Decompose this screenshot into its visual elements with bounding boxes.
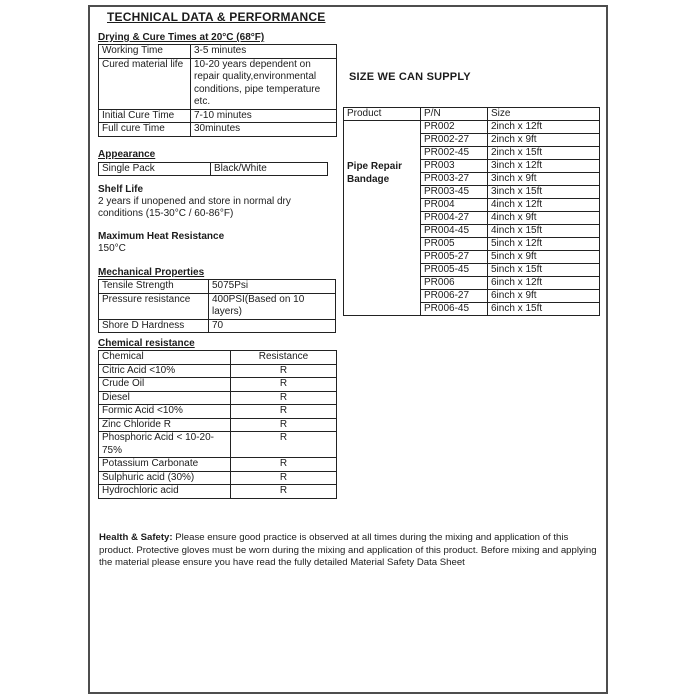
column-header-size: Size [491, 108, 511, 119]
size-supply-heading: SIZE WE CAN SUPPLY [349, 71, 471, 83]
property-label: Shore D Hardness [99, 319, 209, 333]
chemical-name: Diesel [99, 391, 231, 405]
chemical-name: Hydrochloric acid [99, 485, 231, 499]
table-row [421, 186, 599, 199]
mechanical-properties-table [98, 279, 336, 333]
property-label: Working Time [99, 45, 191, 59]
table-row [99, 45, 337, 59]
part-size: 4inch x 12ft [491, 199, 543, 210]
table-row [421, 303, 599, 315]
table-row [421, 173, 599, 186]
table-row [99, 418, 337, 432]
property-value: 30minutes [191, 123, 337, 137]
property-label: Tensile Strength [99, 280, 209, 294]
part-number: PR004 [421, 199, 488, 211]
part-size: 4inch x 15ft [491, 225, 543, 236]
part-number: PR005 [421, 238, 488, 250]
table-row [421, 199, 599, 212]
part-number: PR006-27 [421, 290, 488, 302]
table-row [421, 147, 599, 160]
part-number: PR004-45 [421, 225, 488, 237]
heat-resistance-value: 150°C [98, 243, 126, 254]
table-row [99, 485, 337, 499]
table-body [344, 121, 599, 315]
shelf-life-heading: Shelf Life [98, 184, 144, 195]
part-size: 2inch x 12ft [491, 121, 543, 132]
health-safety-text: Please ensure good practice is observed at all times during the mixing and application of this product. Protective gloves must be worn during the mixing and application of this product. Before mixing and applying the material please ensure you have read the fully detailed Material Safety Data Sheet [99, 532, 597, 568]
pack-type: Single Pack [99, 162, 211, 176]
part-number: PR004-27 [421, 212, 488, 224]
size-rows [421, 121, 599, 315]
table-row [99, 58, 337, 109]
product-name-cell: Pipe Repair Bandage [344, 121, 421, 315]
part-size: 3inch x 15ft [491, 186, 543, 197]
size-supply-table [343, 107, 600, 316]
right-column [343, 71, 605, 316]
resistance-rating: R [231, 364, 337, 378]
resistance-rating: R [231, 391, 337, 405]
property-label: Initial Cure Time [99, 109, 191, 123]
heat-resistance-heading: Maximum Heat Resistance [98, 231, 225, 242]
part-size: 5inch x 9ft [491, 251, 537, 262]
table-row [99, 109, 337, 123]
resistance-rating: R [231, 485, 337, 499]
property-value: 7-10 minutes [191, 109, 337, 123]
column-header-resistance: Resistance [231, 351, 337, 365]
page-title: TECHNICAL DATA & PERFORMANCE [107, 10, 326, 24]
drying-cure-heading: Drying & Cure Times at 20°C (68°F) [98, 32, 265, 43]
resistance-rating: R [231, 378, 337, 392]
chemical-name: Phosphoric Acid < 10-20-75% [99, 432, 231, 458]
table-row [421, 225, 599, 238]
property-value: 400PSI(Based on 10 layers) [209, 293, 336, 319]
resistance-rating: R [231, 418, 337, 432]
table-row [99, 162, 328, 176]
part-size: 2inch x 9ft [491, 134, 537, 145]
health-safety-label: Health & Safety: [99, 532, 173, 543]
table-row [99, 432, 337, 458]
table-header-row [344, 108, 599, 121]
table-row [421, 264, 599, 277]
part-size: 4inch x 9ft [491, 212, 537, 223]
table-row [99, 293, 336, 319]
appearance-heading: Appearance [98, 148, 156, 160]
table-row [99, 280, 336, 294]
property-label: Pressure resistance [99, 293, 209, 319]
part-number: PR005-45 [421, 264, 488, 276]
table-row [99, 405, 337, 419]
table-row [421, 160, 599, 173]
part-number: PR002-27 [421, 134, 488, 146]
left-column [98, 31, 337, 499]
drying-cure-table [98, 44, 337, 137]
table-row [421, 238, 599, 251]
part-number: PR003-45 [421, 186, 488, 198]
chemical-resistance-heading: Chemical resistance [98, 338, 195, 349]
property-value: 10-20 years dependent on repair quality,environmental conditions, pipe temperature etc. [191, 58, 337, 109]
shelf-life-text: 2 years if unopened and store in normal dry conditions (15-30°C / 60-86°F) [98, 196, 291, 219]
table-row [99, 319, 336, 333]
part-number: PR005-27 [421, 251, 488, 263]
part-size: 5inch x 15ft [491, 264, 543, 275]
part-size: 6inch x 12ft [491, 277, 543, 288]
mechanical-properties-heading: Mechanical Properties [98, 267, 205, 278]
column-header-product: Product [344, 108, 421, 120]
chemical-resistance-table [98, 350, 337, 499]
part-number: PR002 [421, 121, 488, 133]
table-row [421, 134, 599, 147]
part-size: 5inch x 12ft [491, 238, 543, 249]
chemical-name: Zinc Chloride R [99, 418, 231, 432]
table-row [421, 121, 599, 134]
part-size: 6inch x 15ft [491, 303, 543, 314]
pack-color: Black/White [211, 162, 328, 176]
chemical-name: Citric Acid <10% [99, 364, 231, 378]
part-number: PR003-27 [421, 173, 488, 185]
table-row [99, 123, 337, 137]
resistance-rating: R [231, 471, 337, 485]
datasheet-page-frame [88, 5, 608, 694]
table-row [421, 212, 599, 225]
table-row [99, 364, 337, 378]
resistance-rating: R [231, 405, 337, 419]
chemical-name: Formic Acid <10% [99, 405, 231, 419]
table-row [421, 277, 599, 290]
part-number: PR003 [421, 160, 488, 172]
part-size: 3inch x 12ft [491, 160, 543, 171]
property-value: 70 [209, 319, 336, 333]
chemical-name: Sulphuric acid (30%) [99, 471, 231, 485]
table-header-row [99, 351, 337, 365]
appearance-table [98, 162, 328, 177]
table-row [421, 251, 599, 264]
part-number: PR002-45 [421, 147, 488, 159]
table-row [99, 391, 337, 405]
chemical-name: Potassium Carbonate [99, 458, 231, 472]
resistance-rating: R [231, 432, 337, 458]
part-number: PR006-45 [421, 303, 488, 315]
property-value: 5075Psi [209, 280, 336, 294]
part-size: 3inch x 9ft [491, 173, 537, 184]
part-size: 6inch x 9ft [491, 290, 537, 301]
property-label: Full cure Time [99, 123, 191, 137]
chemical-name: Crude Oil [99, 378, 231, 392]
column-header-pn: P/N [421, 108, 488, 120]
table-row [99, 458, 337, 472]
property-value: 3-5 minutes [191, 45, 337, 59]
property-label: Cured material life [99, 58, 191, 109]
resistance-rating: R [231, 458, 337, 472]
table-row [421, 290, 599, 303]
part-number: PR006 [421, 277, 488, 289]
health-safety-paragraph [99, 532, 601, 570]
part-size: 2inch x 15ft [491, 147, 543, 158]
column-header-chemical: Chemical [99, 351, 231, 365]
table-row [99, 378, 337, 392]
table-row [99, 471, 337, 485]
